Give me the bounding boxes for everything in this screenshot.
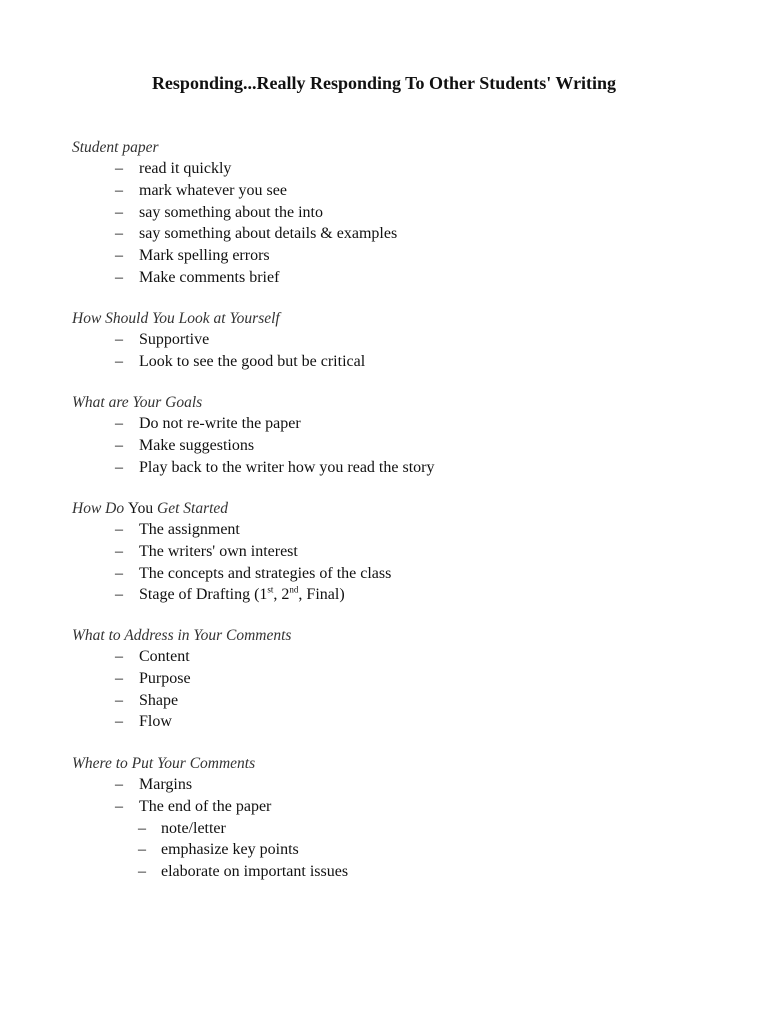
list-item (72, 584, 732, 606)
section-goals (72, 392, 732, 478)
dash-bullet: – (115, 247, 123, 265)
section-heading: Where to Put Your Comments (72, 755, 256, 772)
dash-bullet: – (138, 841, 146, 859)
dash-bullet: – (115, 776, 123, 793)
section-heading: How Should You Look at Yourself (72, 310, 280, 327)
dash-bullet: – (115, 586, 123, 604)
dash-bullet: – (115, 181, 123, 199)
dash-bullet: – (115, 203, 123, 221)
section-heading: What to Address in Your Comments (72, 627, 292, 644)
list-item: – Look to see the good but be critical (72, 351, 732, 373)
dash-bullet: – (138, 819, 146, 837)
document-title: Responding...Really Responding To Other Students' Writing (151, 73, 617, 93)
list-item: – The writers' own interest (72, 541, 732, 563)
list-item: – Make comments brief (72, 267, 732, 289)
list-item: – The assignment (72, 519, 732, 541)
list-item: – read it quickly (72, 158, 732, 180)
dash-bullet: – (138, 863, 146, 881)
dash-bullet: – (115, 521, 123, 538)
section-student-paper (72, 137, 732, 289)
dash-bullet: – (115, 669, 123, 687)
dash-bullet: – (115, 797, 123, 815)
list-item: – The end of the paper (72, 796, 732, 818)
dash-bullet: – (115, 415, 123, 432)
section-look-at-yourself (72, 308, 732, 373)
dash-bullet: – (115, 352, 123, 370)
dash-bullet: – (115, 564, 123, 582)
list-item: – say something about details & examples (72, 223, 732, 245)
dash-bullet: – (115, 225, 123, 243)
dash-bullet: – (115, 542, 123, 560)
section-address-comments (72, 625, 732, 733)
list-item: – Purpose (72, 668, 732, 690)
list-item: – Make suggestions (72, 435, 732, 457)
list-item: – Shape (72, 690, 732, 712)
dash-bullet: – (115, 331, 123, 348)
section-get-started (72, 498, 732, 606)
list-item: – Margins (72, 774, 732, 796)
list-item: – Content (72, 646, 732, 668)
dash-bullet: – (115, 436, 123, 454)
list-item: – Supportive (72, 329, 732, 351)
dash-bullet: – (115, 160, 123, 177)
sub-list-item: – elaborate on important issues (72, 861, 732, 883)
list-item: – Flow (72, 711, 732, 733)
sub-list-item: – emphasize key points (72, 839, 732, 861)
section-heading: How Do You Get Started (72, 500, 229, 517)
dash-bullet: – (115, 648, 123, 665)
dash-bullet: – (115, 268, 123, 286)
list-item: – Mark spelling errors (72, 245, 732, 267)
section-heading: What are Your Goals (72, 394, 203, 411)
list-item: – say something about the into (72, 202, 732, 224)
drafting-stage-text: Stage of Drafting (1st, 2nd, Final) (139, 585, 345, 604)
list-item: – The concepts and strategies of the class (72, 563, 732, 585)
dash-bullet: – (115, 713, 123, 731)
list-item: – Play back to the writer how you read the story (72, 457, 732, 479)
sub-list-item: – note/letter (72, 818, 732, 840)
list-item: – Do not re-write the paper (72, 413, 732, 435)
section-put-comments (72, 753, 732, 883)
dash-bullet: – (115, 691, 123, 709)
list-item: – mark whatever you see (72, 180, 732, 202)
dash-bullet: – (115, 458, 123, 476)
section-heading: Student paper (72, 139, 159, 156)
